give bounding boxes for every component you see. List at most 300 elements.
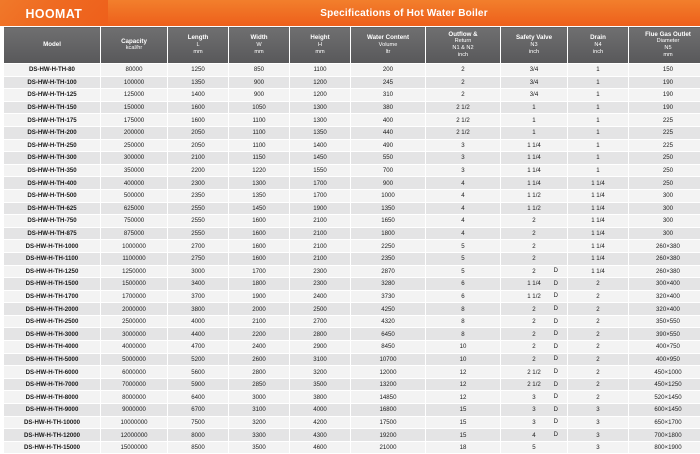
table-row: [4, 416, 700, 429]
col-outflow-return: [426, 27, 501, 64]
cell-value: 350000: [101, 164, 168, 177]
cell-value: 2300: [168, 177, 229, 190]
cell-value: 150: [629, 64, 700, 77]
cell-value: 4: [426, 177, 501, 190]
cell-value: 1: [568, 152, 629, 165]
cell-value: 2: [501, 215, 568, 228]
cell-value: 250: [629, 152, 700, 165]
cell-value: 1000000: [101, 240, 168, 253]
cell-value: 1: [501, 101, 568, 114]
cell-model: DS-HW-H-TH-10000: [4, 416, 101, 429]
cell-value: 2: [426, 76, 501, 89]
cell-value: 5: [426, 265, 501, 278]
cell-value: 900: [229, 76, 290, 89]
cell-value: 2800: [290, 328, 351, 341]
cell-value: 1550: [290, 164, 351, 177]
cell-value: 750000: [101, 215, 168, 228]
column-label: Model: [43, 41, 61, 48]
table-row: [4, 152, 700, 165]
cell-value: 5900: [168, 378, 229, 391]
cell-value: 2850: [229, 378, 290, 391]
col-width: [229, 27, 290, 64]
cell-value: 2000000: [101, 303, 168, 316]
cell-value: 875000: [101, 227, 168, 240]
col-flue-gas-outlet: [629, 27, 700, 64]
cell-value: 2200: [229, 328, 290, 341]
table-row: [4, 64, 700, 77]
cell-value: 2700: [168, 240, 229, 253]
column-unit: ltr: [351, 49, 425, 56]
cell-value: 1 1/4: [501, 139, 568, 152]
table-row: [4, 441, 700, 454]
cell-value: 6700: [168, 404, 229, 417]
column-label: Width: [250, 34, 267, 41]
cell-value: 250: [629, 177, 700, 190]
cell-value: 1100: [229, 114, 290, 127]
cell-value: 1250: [168, 64, 229, 77]
cell-value: 2: [568, 341, 629, 354]
cell-value: 4200: [290, 416, 351, 429]
cell-value: 850: [229, 64, 290, 77]
cell-model: DS-HW-H-TH-7000: [4, 378, 101, 391]
cell-model: DS-HW-H-TH-2500: [4, 315, 101, 328]
cell-value: 500000: [101, 189, 168, 202]
cell-value: 13200: [351, 378, 426, 391]
cell-value: 2: [426, 64, 501, 77]
table-row: [4, 101, 700, 114]
table-row: [4, 278, 700, 291]
cell-model: DS-HW-H-TH-125: [4, 89, 101, 102]
cell-value: 4: [426, 215, 501, 228]
cell-value: 1220: [229, 164, 290, 177]
column-unit: inch: [501, 49, 567, 56]
cell-value: 1 1/4: [501, 164, 568, 177]
cell-value: 2100: [290, 240, 351, 253]
cell-value: 8500: [168, 441, 229, 454]
column-label: Capacity: [121, 38, 147, 45]
cell-value: 3200: [229, 416, 290, 429]
col-height: [290, 27, 351, 64]
cell-value: 12: [426, 378, 501, 391]
cell-model: DS-HW-H-TH-250: [4, 139, 101, 152]
cell-value: 380: [351, 101, 426, 114]
cell-value: 2 1/2 D: [501, 366, 568, 379]
cell-value: 6000000: [101, 366, 168, 379]
d-mark: D: [554, 293, 558, 299]
cell-value: 2 D: [501, 265, 568, 278]
cell-value: 300: [629, 189, 700, 202]
col-drain: [568, 27, 629, 64]
column-label: Flue Gas Outlet: [645, 31, 691, 38]
cell-value: 1: [568, 101, 629, 114]
cell-value: 8450: [351, 341, 426, 354]
cell-value: 3700: [168, 290, 229, 303]
cell-value: 3300: [229, 429, 290, 442]
cell-value: 190: [629, 101, 700, 114]
table-row: [4, 328, 700, 341]
cell-value: 300: [629, 227, 700, 240]
cell-model: DS-HW-H-TH-1700: [4, 290, 101, 303]
cell-value: 4: [426, 227, 501, 240]
column-unit: N4: [568, 42, 628, 49]
cell-value: 200: [351, 64, 426, 77]
cell-value: 600×1450: [629, 404, 700, 417]
column-unit: kcal/hr: [101, 45, 167, 52]
cell-value: 320×400: [629, 290, 700, 303]
cell-value: 2500000: [101, 315, 168, 328]
cell-model: DS-HW-H-TH-875: [4, 227, 101, 240]
column-unit: W: [229, 42, 289, 49]
cell-value: 5000000: [101, 353, 168, 366]
cell-value: 225: [629, 139, 700, 152]
cell-value: 3/4: [501, 89, 568, 102]
cell-value: 2500: [290, 303, 351, 316]
cell-value: 5: [501, 441, 568, 454]
cell-value: 3100: [229, 404, 290, 417]
cell-value: 1 1/2: [501, 189, 568, 202]
cell-value: 1400: [290, 139, 351, 152]
cell-value: 7000000: [101, 378, 168, 391]
cell-value: 1: [568, 76, 629, 89]
cell-value: 1350: [351, 202, 426, 215]
column-label: Water Content: [367, 34, 409, 41]
cell-value: 2 D: [501, 353, 568, 366]
cell-value: 3500: [290, 378, 351, 391]
cell-value: 15: [426, 429, 501, 442]
cell-value: 1100: [229, 139, 290, 152]
cell-value: 2550: [168, 202, 229, 215]
column-unit: Volume: [351, 42, 425, 49]
cell-value: 2 1/2: [426, 114, 501, 127]
cell-value: 5200: [168, 353, 229, 366]
cell-model: DS-HW-H-TH-350: [4, 164, 101, 177]
cell-value: 2: [426, 89, 501, 102]
d-mark: D: [554, 281, 558, 287]
cell-value: 4: [426, 202, 501, 215]
cell-value: 800×1900: [629, 441, 700, 454]
column-unit: mm: [290, 49, 350, 56]
cell-value: 2600: [229, 353, 290, 366]
cell-value: 9000000: [101, 404, 168, 417]
cell-value: 1650: [351, 215, 426, 228]
cell-value: 2400: [229, 341, 290, 354]
cell-value: 225: [629, 114, 700, 127]
table-row: [4, 265, 700, 278]
cell-value: 2300: [290, 265, 351, 278]
table-row: [4, 114, 700, 127]
cell-value: 2300: [290, 278, 351, 291]
cell-value: 2550: [168, 215, 229, 228]
cell-value: 450×1250: [629, 378, 700, 391]
cell-value: 4: [426, 189, 501, 202]
cell-value: 900: [229, 89, 290, 102]
cell-value: 400000: [101, 177, 168, 190]
cell-value: 250000: [101, 139, 168, 152]
column-unit: N1 & N2: [426, 45, 500, 52]
cell-value: 1500000: [101, 278, 168, 291]
cell-value: 2: [568, 315, 629, 328]
cell-value: 2: [501, 252, 568, 265]
cell-value: 1200: [290, 76, 351, 89]
table-row: [4, 202, 700, 215]
cell-value: 300×400: [629, 278, 700, 291]
cell-value: 8: [426, 303, 501, 316]
cell-value: 1700: [229, 265, 290, 278]
table-row: [4, 290, 700, 303]
column-unit: mm: [229, 49, 289, 56]
spec-table: [3, 26, 700, 454]
cell-value: 3: [568, 441, 629, 454]
table-row: [4, 366, 700, 379]
cell-value: 1200: [290, 89, 351, 102]
cell-value: 3000: [168, 265, 229, 278]
cell-value: 15: [426, 404, 501, 417]
company-logo: [0, 0, 108, 26]
cell-value: 3: [568, 404, 629, 417]
cell-value: 3280: [351, 278, 426, 291]
cell-value: 4300: [290, 429, 351, 442]
cell-value: 2550: [168, 227, 229, 240]
cell-value: 1900: [229, 290, 290, 303]
d-mark: D: [554, 432, 558, 438]
column-unit: inch: [426, 52, 500, 59]
cell-value: 4700: [168, 341, 229, 354]
cell-value: 700: [351, 164, 426, 177]
cell-value: 2 1/2: [426, 126, 501, 139]
cell-model: DS-HW-H-TH-625: [4, 202, 101, 215]
cell-value: 320×400: [629, 303, 700, 316]
cell-value: 1300: [290, 101, 351, 114]
cell-value: 1000: [351, 189, 426, 202]
table-row: [4, 126, 700, 139]
cell-value: 2250: [351, 240, 426, 253]
cell-value: 1600: [229, 252, 290, 265]
cell-value: 200000: [101, 126, 168, 139]
column-unit: N5: [629, 45, 700, 52]
cell-model: DS-HW-H-TH-1250: [4, 265, 101, 278]
cell-value: 1700: [290, 177, 351, 190]
cell-value: 1300: [229, 177, 290, 190]
col-model: [4, 27, 101, 64]
cell-value: 6450: [351, 328, 426, 341]
cell-value: 1: [568, 89, 629, 102]
cell-value: 17500: [351, 416, 426, 429]
column-unit: mm: [629, 52, 700, 59]
cell-value: 550: [351, 152, 426, 165]
cell-value: 1350: [290, 126, 351, 139]
cell-value: 21000: [351, 441, 426, 454]
cell-value: 1450: [290, 152, 351, 165]
cell-model: DS-HW-H-TH-2000: [4, 303, 101, 316]
cell-value: 2350: [168, 189, 229, 202]
cell-value: 10: [426, 341, 501, 354]
cell-value: 1600: [229, 240, 290, 253]
page-header: [0, 0, 700, 26]
cell-value: 4600: [290, 441, 351, 454]
cell-value: 12: [426, 366, 501, 379]
cell-value: 5: [426, 240, 501, 253]
cell-value: 3100: [290, 353, 351, 366]
cell-value: 1 1/2: [501, 202, 568, 215]
cell-value: 7500: [168, 416, 229, 429]
cell-model: DS-HW-H-TH-6000: [4, 366, 101, 379]
logo-text: HOOMAT: [26, 6, 83, 21]
cell-value: 1 1/4: [568, 189, 629, 202]
cell-value: 650×1700: [629, 416, 700, 429]
cell-value: 8000: [168, 429, 229, 442]
d-mark: D: [554, 344, 558, 350]
cell-model: DS-HW-H-TH-1500: [4, 278, 101, 291]
cell-value: 4 D: [501, 429, 568, 442]
table-row: [4, 76, 700, 89]
cell-value: 245: [351, 76, 426, 89]
cell-value: 390×550: [629, 328, 700, 341]
cell-value: 3: [426, 152, 501, 165]
cell-value: 3400: [168, 278, 229, 291]
cell-model: DS-HW-H-TH-1000: [4, 240, 101, 253]
cell-model: DS-HW-H-TH-3000: [4, 328, 101, 341]
cell-value: 6: [426, 278, 501, 291]
table-header-row: [4, 27, 700, 64]
cell-value: 1700000: [101, 290, 168, 303]
d-mark: D: [554, 382, 558, 388]
cell-value: 225: [629, 126, 700, 139]
cell-value: 15000000: [101, 441, 168, 454]
cell-value: 2100: [168, 152, 229, 165]
cell-value: 2000: [229, 303, 290, 316]
cell-value: 2: [501, 227, 568, 240]
cell-value: 1 1/4: [568, 227, 629, 240]
cell-value: 80000: [101, 64, 168, 77]
cell-value: 1 1/4: [568, 252, 629, 265]
cell-value: 150000: [101, 101, 168, 114]
cell-value: 310: [351, 89, 426, 102]
cell-model: DS-HW-H-TH-12000: [4, 429, 101, 442]
table-row: [4, 89, 700, 102]
cell-value: 1600: [168, 114, 229, 127]
cell-value: 1 1/4: [568, 177, 629, 190]
cell-value: 3800: [290, 391, 351, 404]
col-capacity: [101, 27, 168, 64]
column-label: Length: [188, 34, 209, 41]
cell-value: 2: [568, 353, 629, 366]
d-mark: D: [554, 268, 558, 274]
column-label: Drain: [590, 34, 606, 41]
cell-value: 1: [568, 126, 629, 139]
cell-value: 4250: [351, 303, 426, 316]
cell-value: 520×1450: [629, 391, 700, 404]
cell-value: 300: [629, 215, 700, 228]
cell-value: 3500: [229, 441, 290, 454]
cell-value: 1600: [168, 101, 229, 114]
column-label: Safety Valve: [516, 34, 552, 41]
cell-value: 450×1000: [629, 366, 700, 379]
cell-value: 2900: [290, 341, 351, 354]
column-unit: inch: [568, 49, 628, 56]
cell-value: 3: [568, 416, 629, 429]
table-row: [4, 215, 700, 228]
cell-model: DS-HW-H-TH-175: [4, 114, 101, 127]
cell-value: 3730: [351, 290, 426, 303]
cell-value: 3800: [168, 303, 229, 316]
d-mark: D: [554, 419, 558, 425]
cell-value: 2: [568, 366, 629, 379]
col-length: [168, 27, 229, 64]
cell-value: 2100: [290, 252, 351, 265]
cell-value: 2 1/2: [426, 101, 501, 114]
column-unit: N3: [501, 42, 567, 49]
cell-value: 3 D: [501, 391, 568, 404]
spec-table-container: [0, 26, 700, 454]
cell-value: 10: [426, 353, 501, 366]
column-unit: Diameter: [629, 38, 700, 45]
cell-value: 250: [629, 164, 700, 177]
cell-value: 8: [426, 315, 501, 328]
cell-value: 19200: [351, 429, 426, 442]
cell-value: 1100: [229, 126, 290, 139]
cell-value: 12: [426, 391, 501, 404]
table-row: [4, 139, 700, 152]
cell-value: 2700: [290, 315, 351, 328]
table-row: [4, 341, 700, 354]
column-unit: Return: [426, 38, 500, 45]
cell-model: DS-HW-H-TH-1100: [4, 252, 101, 265]
table-row: [4, 164, 700, 177]
cell-value: 1150: [229, 152, 290, 165]
cell-value: 2: [568, 378, 629, 391]
cell-value: 4000000: [101, 341, 168, 354]
cell-value: 12000: [351, 366, 426, 379]
cell-value: 625000: [101, 202, 168, 215]
cell-value: 2350: [351, 252, 426, 265]
cell-value: 190: [629, 76, 700, 89]
cell-value: 2050: [168, 139, 229, 152]
cell-value: 2: [501, 240, 568, 253]
cell-value: 700×1800: [629, 429, 700, 442]
cell-value: 1: [501, 126, 568, 139]
table-row: [4, 378, 700, 391]
cell-value: 1 1/4 D: [501, 278, 568, 291]
cell-value: 2050: [168, 126, 229, 139]
cell-model: DS-HW-H-TH-300: [4, 152, 101, 165]
cell-model: DS-HW-H-TH-200: [4, 126, 101, 139]
cell-value: 1800: [351, 227, 426, 240]
cell-value: 2800: [229, 366, 290, 379]
cell-model: DS-HW-H-TH-5000: [4, 353, 101, 366]
cell-value: 1100: [290, 64, 351, 77]
table-row: [4, 189, 700, 202]
table-row: [4, 353, 700, 366]
d-mark: D: [554, 331, 558, 337]
col-water-content: [351, 27, 426, 64]
col-safety-valve: [501, 27, 568, 64]
cell-model: DS-HW-H-TH-8000: [4, 391, 101, 404]
cell-model: DS-HW-H-TH-750: [4, 215, 101, 228]
cell-value: 4320: [351, 315, 426, 328]
cell-value: 300000: [101, 152, 168, 165]
cell-value: 100000: [101, 76, 168, 89]
cell-value: 2 D: [501, 315, 568, 328]
d-mark: D: [554, 407, 558, 413]
cell-model: DS-HW-H-TH-400: [4, 177, 101, 190]
cell-value: 3 D: [501, 404, 568, 417]
cell-value: 1 1/4: [501, 177, 568, 190]
cell-value: 260×380: [629, 252, 700, 265]
cell-value: 440: [351, 126, 426, 139]
cell-value: 400×950: [629, 353, 700, 366]
cell-value: 1800: [229, 278, 290, 291]
cell-value: 1700: [290, 189, 351, 202]
